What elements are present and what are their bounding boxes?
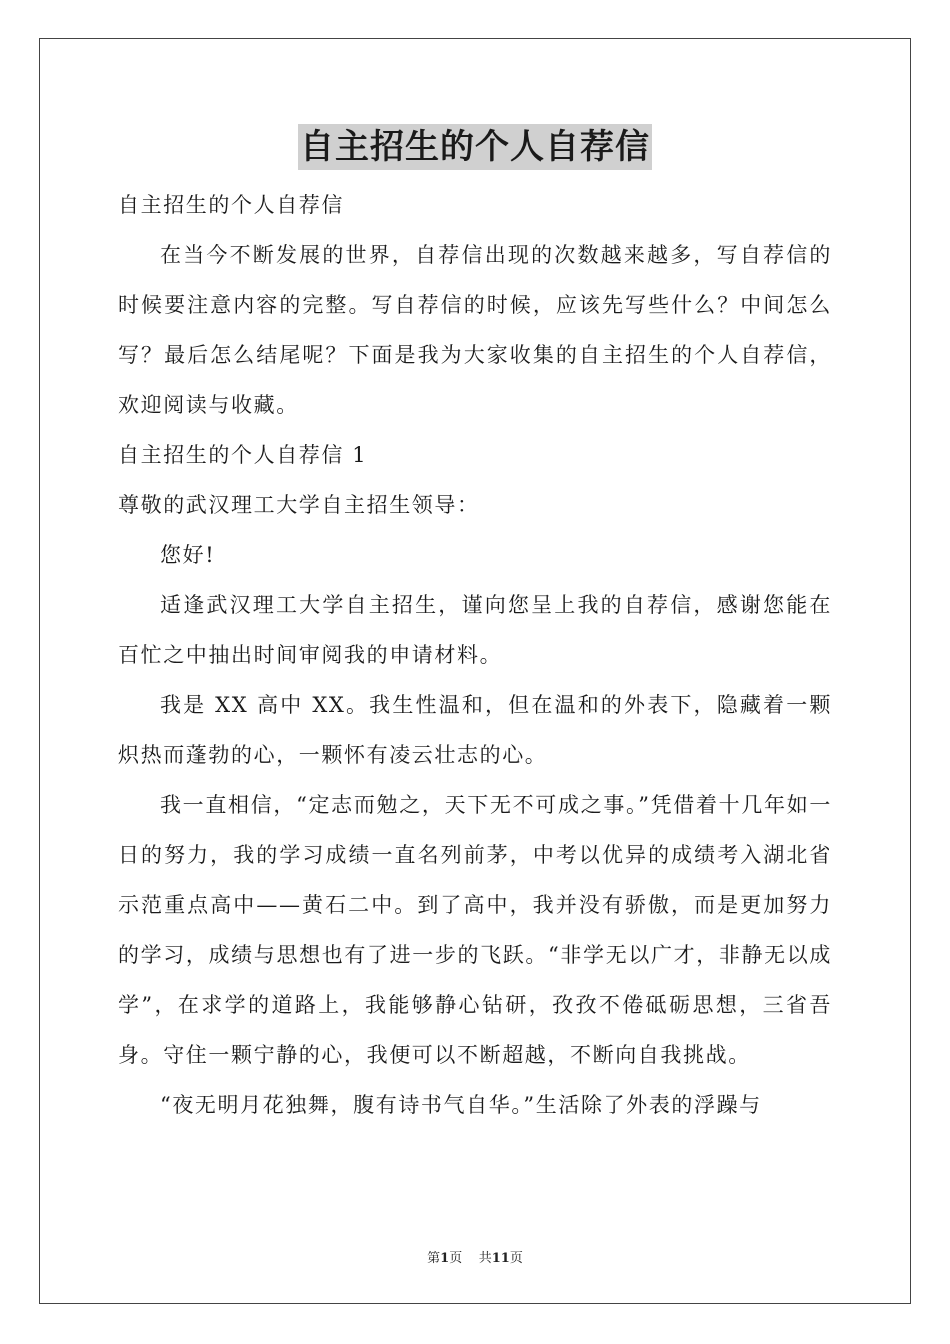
document-body <box>118 180 832 1130</box>
paragraph-intro: 在当今不断发展的世界，自荐信出现的次数越来越多，写自荐信的时候要注意内容的完整。写自荐信的时候，应该先写些什么？中间怎么写？最后怎么结尾呢？下面是我为大家收集的自主招生的个人自荐信，欢迎阅读与收藏。 <box>118 243 832 417</box>
document-title: 自主招生的个人自荐信 <box>298 124 652 170</box>
footer-mid: 页 共 <box>449 1251 492 1266</box>
paragraph-greeting: 您好! <box>160 543 216 567</box>
paragraph-self-intro: 我是 XX 高中 XX。我生性温和，但在温和的外表下，隐藏着一颗炽热而蓬勃的心，一颗怀有凌云壮志的心。 <box>118 693 832 767</box>
paragraph-opening: 适逢武汉理工大学自主招生，谨向您呈上我的自荐信，感谢您能在百忙之中抽出时间审阅我的申请材料。 <box>118 593 832 667</box>
paragraph-study: 我一直相信，“定志而勉之，天下无不可成之事。”凭借着十几年如一日的努力，我的学习成绩一直名列前茅，中考以优异的成绩考入湖北省示范重点高中——黄石二中。到了高中，我并没有骄傲，而是更加努力的学习，成绩与思想也有了进一步的飞跃。“非学无以广才，非静无以成学”，在求学的道路上，我能够静心钻研，孜孜不倦砥砺思想，三省吾身。守住一颗宁静的心，我便可以不断超越，不断向自我挑战。 <box>118 793 832 1067</box>
paragraph-life: “夜无明月花独舞，腹有诗书气自华。”生活除了外表的浮躁与 <box>160 1093 762 1117</box>
footer-current-page: 1 <box>440 1251 450 1266</box>
footer-suffix: 页 <box>509 1251 523 1266</box>
paragraph-subtitle: 自主招生的个人自荐信 <box>118 193 344 217</box>
paragraph-section-heading: 自主招生的个人自荐信 1 <box>118 443 368 467</box>
footer-total-pages: 11 <box>491 1251 510 1266</box>
footer-prefix: 第 <box>427 1251 441 1266</box>
page-footer <box>0 1247 950 1266</box>
title-container <box>0 124 950 170</box>
paragraph-salutation: 尊敬的武汉理工大学自主招生领导： <box>118 493 480 517</box>
